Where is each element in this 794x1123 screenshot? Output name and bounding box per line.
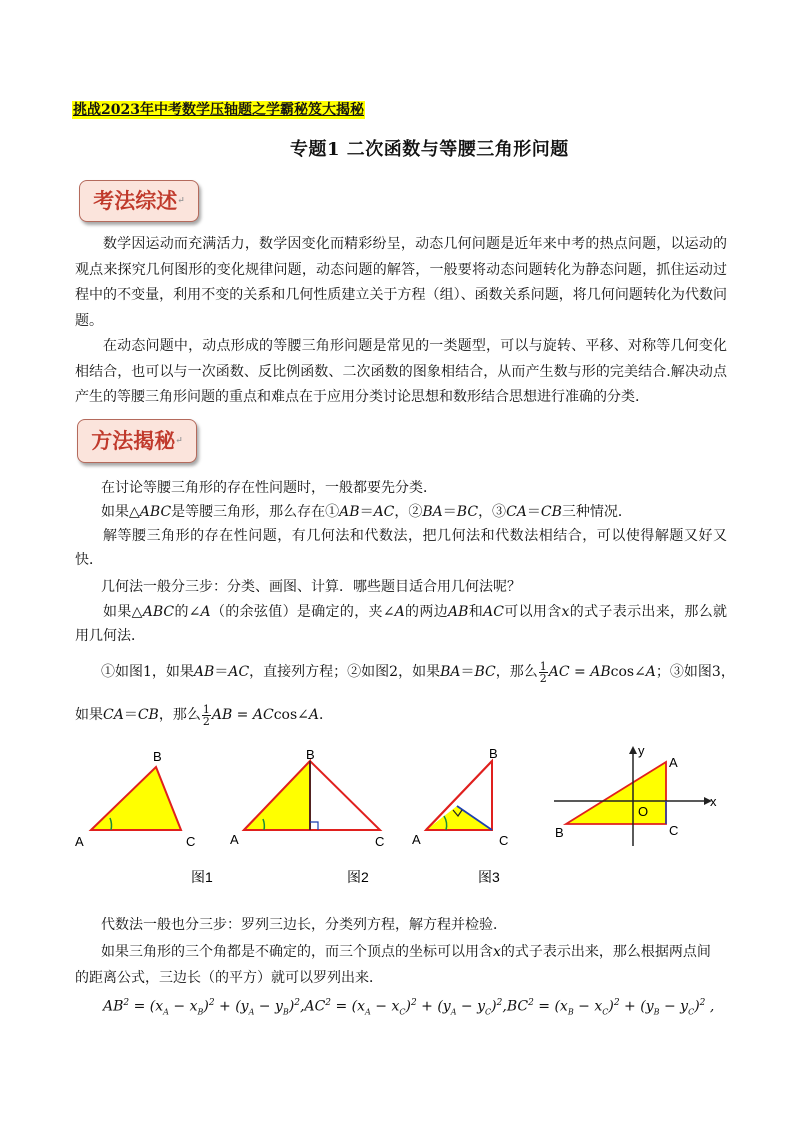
page-title: 专题1 二次函数与等腰三角形问题 <box>290 139 569 160</box>
math-var: ABC <box>139 504 172 520</box>
var: x <box>155 998 164 1015</box>
math-expr: AC = AB <box>548 664 611 680</box>
math-var: A <box>394 604 405 620</box>
text: ，那么 <box>495 664 538 680</box>
sub: B <box>567 1007 574 1017</box>
method-line-6 <box>101 660 735 684</box>
section-label: 考法综述 <box>93 188 178 213</box>
text: 可以用含 <box>503 604 562 620</box>
point-label-a: A <box>412 832 421 847</box>
math-var: BC <box>456 504 479 520</box>
var: x <box>189 998 198 1015</box>
section-badge-exam <box>79 180 199 222</box>
sub: B <box>653 1007 660 1017</box>
text: ＝ <box>214 664 229 680</box>
point-label-a: A <box>669 755 678 770</box>
math-var: AC <box>228 664 250 680</box>
figures-panel <box>60 740 740 890</box>
figure-caption: 图2 <box>347 869 369 885</box>
point-label-c: C <box>375 834 385 849</box>
paragraph-mark-icon: ↵ <box>175 436 183 446</box>
sub: C <box>399 1007 406 1017</box>
var: y <box>240 998 249 1015</box>
var: y <box>645 998 654 1015</box>
math-var: BA <box>440 664 461 680</box>
point-label-b: B <box>489 746 498 761</box>
math-var: AC <box>373 504 395 520</box>
section-badge-method <box>77 419 197 463</box>
triangle-fill <box>91 767 181 830</box>
sub: A <box>365 1007 371 1017</box>
text: ，那么 <box>158 707 201 723</box>
sub: A <box>248 1007 255 1017</box>
math-expr: AB = AC <box>211 707 274 723</box>
math-var: x <box>561 604 570 620</box>
exp: 2 <box>325 998 332 1008</box>
math-var: AB <box>193 664 215 680</box>
math-var: BA <box>422 504 443 520</box>
exp: 2 <box>294 998 301 1008</box>
denominator: 2 <box>539 671 547 685</box>
text: 的式子表示出来，那么就用几何法． <box>75 604 728 644</box>
denominator: 2 <box>202 714 210 728</box>
text: （的余弦值）是确定的，夹∠ <box>210 604 395 620</box>
sub: B <box>282 1007 289 1017</box>
figure-1 <box>75 749 213 885</box>
figure-2 <box>230 747 384 885</box>
section-label: 方法揭秘 <box>91 428 176 453</box>
exp: 2 <box>410 998 417 1008</box>
term: BC <box>506 998 529 1015</box>
figure-3 <box>412 746 508 885</box>
figure-caption: 图1 <box>191 869 213 885</box>
method-line-5 <box>75 600 727 648</box>
math-var: CB <box>540 504 562 520</box>
method-line-9 <box>101 940 711 964</box>
exp: 2 <box>613 998 620 1008</box>
exp: 2 <box>208 998 215 1008</box>
text: 和 <box>468 604 484 620</box>
var: x <box>594 998 603 1015</box>
sub: C <box>688 1007 695 1017</box>
text: ；③如图3， <box>655 664 735 680</box>
text: ＝ <box>460 664 475 680</box>
text: 的式子表示出来，那么根据两点间 <box>500 944 711 960</box>
method-line-7 <box>75 703 333 727</box>
math-var: BC <box>474 664 496 680</box>
origin-label: O <box>638 804 649 819</box>
text: ＝ <box>526 504 541 520</box>
text: ＝ <box>123 707 138 723</box>
text: ＝ <box>442 504 457 520</box>
numerator: 1 <box>202 702 210 716</box>
var: y <box>680 998 689 1015</box>
paragraph-intro-2: 在动态问题中，动点形成的等腰三角形问题是常见的一类题型，可以与旋转、平移、对称等几何变化相结合，也可以与一次函数、反比例函数、二次函数的图象相结合，从而产生数与形的完美结合.解决动点产生的等腰三角形问题的重点和难点在于应用分类讨论思想和数形结合思想进行准确的分类. <box>75 338 727 405</box>
text: 如果△ <box>103 604 143 620</box>
math-var: x <box>493 944 501 960</box>
point-label-c: C <box>669 823 679 838</box>
text: ①如图1，如果 <box>101 664 194 680</box>
term: AC <box>304 998 326 1015</box>
point-label-b: B <box>153 749 162 764</box>
exp: 2 <box>699 998 706 1008</box>
sub: C <box>485 1007 492 1017</box>
term: AB <box>103 998 124 1015</box>
method-line-8: 代数法一般也分三步：罗列三边长，分类列方程，解方程并检验． <box>101 917 507 933</box>
math-var: A <box>200 604 211 620</box>
math-var: A <box>308 707 319 723</box>
math-var: AB <box>339 504 360 520</box>
text: ，③ <box>478 504 507 520</box>
banner-title: 挑战2023年中考数学压轴题之学霸秘笈大揭秘 <box>73 102 364 118</box>
var: y <box>275 998 283 1015</box>
paragraph-intro-1: 数学因运动而充满活力，数学因变化而精彩纷呈，动态几何问题是近年来中考的热点问题，以运动的观点来探究几何图形的变化规律问题，动态问题的解答，一般要将动态问题转化为静态问题，抓住运动过程中的不变量，利用不变的关系和几何性质建立关于方程（组）、函数关系问题，将几何问题转化为代数问题。 <box>75 236 727 329</box>
exp: 2 <box>528 998 534 1008</box>
text: 如果△ <box>101 504 140 520</box>
text: ＝ <box>359 504 374 520</box>
method-line-1: 在讨论等腰三角形的存在性问题时，一般都要先分类． <box>101 480 437 496</box>
text: 如果三角形的三个角都是不确定的，而三个顶点的坐标可以用含 <box>101 944 493 960</box>
text: 的∠ <box>174 604 201 620</box>
method-line-3: 解等腰三角形的存在性问题，有几何法和代数法，把几何法和代数法相结合，可以使得解题又好又快． <box>75 528 727 568</box>
point-label-a: A <box>75 834 84 849</box>
triangle-fill <box>426 806 492 830</box>
point-label-c: C <box>499 833 509 848</box>
right-angle-mark <box>310 822 318 830</box>
text: cos∠ <box>273 707 309 723</box>
exp: 2 <box>496 998 503 1008</box>
var: y <box>442 998 451 1015</box>
axis-label-y: y <box>638 743 645 758</box>
math-var: A <box>645 664 656 680</box>
text: cos∠ <box>610 664 646 680</box>
sub: A <box>163 1007 169 1017</box>
text: 的两边 <box>404 604 449 620</box>
axis-label-x: x <box>710 794 717 809</box>
exp: 2 <box>123 998 130 1008</box>
text: 三种情况． <box>561 504 632 520</box>
var: x <box>357 998 366 1015</box>
text: 是等腰三角形，那么存在① <box>171 504 340 520</box>
var: x <box>391 998 400 1015</box>
fraction-half <box>202 704 211 727</box>
var: y <box>477 998 486 1015</box>
point-label-b: B <box>306 747 315 762</box>
triangle-fill <box>566 762 666 824</box>
method-line-2 <box>101 500 632 524</box>
figure-4 <box>554 743 717 846</box>
text: 如果 <box>75 707 103 723</box>
math-var: CB <box>137 707 159 723</box>
math-var: ABC <box>142 604 175 620</box>
y-axis-arrow-icon <box>629 746 637 754</box>
paragraph-mark-icon: ↵ <box>177 196 185 206</box>
numerator: 1 <box>539 659 547 673</box>
fraction-half <box>539 661 548 684</box>
distance-formula: $AB^2 = (x_A - x_B)^2 + (y_A - y_B)^2,AC^2 = (x_A - x_C)^2 + (y_A - y_C)^2,BC^2 = (x_B - x_C)^2 + (y_B - y_C)^2$ , <box>103 998 715 1017</box>
var: x <box>559 998 568 1015</box>
method-line-10: 的距离公式，三边长（的平方）就可以罗列出来． <box>75 970 383 986</box>
method-line-4: 几何法一般分三步：分类、画图、计算．哪些题目适合用几何法呢？ <box>101 579 521 595</box>
math-var: CA <box>103 707 124 723</box>
text: ，② <box>394 504 423 520</box>
figure-caption: 图3 <box>478 869 500 885</box>
math-var: AB <box>448 604 469 620</box>
triangle-fill <box>244 761 310 830</box>
text: ，直接列方程；②如图2，如果 <box>249 664 441 680</box>
text: ． <box>319 707 333 723</box>
math-var: AC <box>483 604 504 620</box>
point-label-c: C <box>186 834 196 849</box>
sub: C <box>602 1007 609 1017</box>
math-var: CA <box>506 504 527 520</box>
sub: B <box>197 1007 204 1017</box>
point-label-a: A <box>230 832 239 847</box>
sub: A <box>450 1007 457 1017</box>
point-label-b: B <box>555 825 564 840</box>
